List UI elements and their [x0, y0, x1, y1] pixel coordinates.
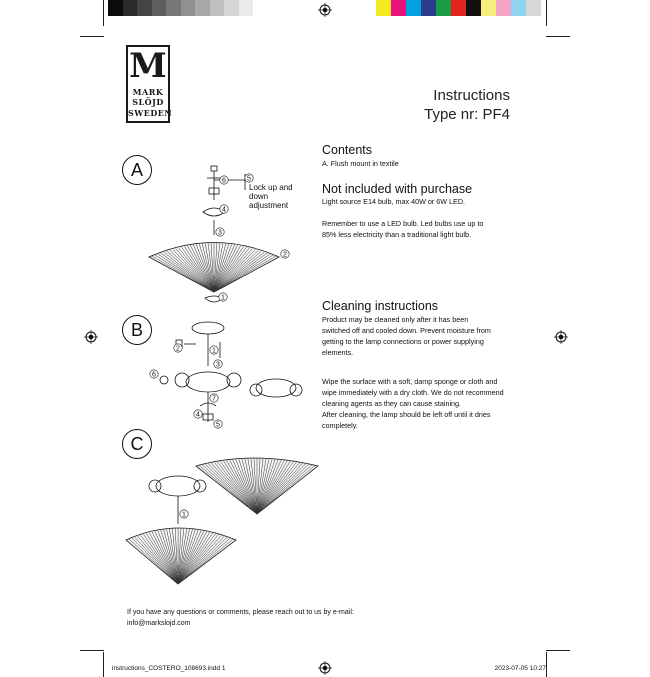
- contact-text: If you have any questions or comments, please reach out to us by e-mail:: [127, 609, 354, 616]
- diagram-label-b: B: [122, 315, 152, 345]
- svg-text:2: 2: [283, 251, 287, 259]
- svg-text:5: 5: [216, 421, 220, 429]
- color-swatch: [526, 0, 541, 16]
- logo-line-1: MARK: [132, 87, 164, 97]
- not-included-text: Light source E14 bulb, max 40W or 6W LED.: [322, 197, 466, 206]
- type-number: Type nr: PF4: [424, 106, 510, 123]
- logo-line-3: SWEDEN: [128, 108, 173, 118]
- color-swatch: [421, 0, 436, 16]
- color-swatch: [436, 0, 451, 16]
- brand-logo: [126, 45, 173, 123]
- cleaning-paragraph-1: Product may be cleaned only after it has been switched off and cooled down. Prevent moisture from getting to the lamp connections or power supplying elements.: [322, 315, 491, 357]
- contents-heading: Contents: [322, 143, 373, 157]
- diagram-label-c: C: [122, 429, 152, 459]
- assembly-diagram-b: [148, 318, 308, 430]
- crop-mark: [103, 652, 104, 677]
- registration-mark-icon: [318, 3, 332, 17]
- svg-text:6: 6: [222, 177, 226, 185]
- svg-text:5: 5: [247, 175, 251, 183]
- cleaning-heading: Cleaning instructions: [322, 299, 439, 313]
- not-included-heading: Not included with purchase: [322, 182, 473, 196]
- svg-text:7: 7: [212, 395, 216, 403]
- gray-swatch: [195, 0, 210, 16]
- crop-mark: [546, 650, 570, 651]
- gray-swatch: [123, 0, 138, 16]
- cleaning-paragraph-2: Wipe the surface with a soft, damp sponge or cloth and wipe immediately with a dry cloth. We do not recommend cleaning agents as they can cause staining. After cleaning, the lamp should be left off until it dries completely.: [322, 377, 504, 430]
- page-title: Instructions: [433, 87, 510, 104]
- crop-mark: [80, 36, 104, 37]
- svg-text:3: 3: [216, 361, 220, 369]
- color-swatch: [451, 0, 466, 16]
- print-timestamp: 2023-07-05 10:27: [494, 665, 546, 672]
- contact-email: info@markslojd.com: [127, 620, 191, 627]
- color-swatch: [496, 0, 511, 16]
- svg-text:3: 3: [218, 229, 222, 237]
- color-swatch: [406, 0, 421, 16]
- logo-letter: M: [129, 46, 167, 86]
- gray-swatch: [181, 0, 196, 16]
- gray-swatch: [210, 0, 225, 16]
- crop-mark: [80, 650, 104, 651]
- svg-text:1: 1: [182, 511, 186, 519]
- crop-mark: [546, 36, 570, 37]
- color-swatch: [511, 0, 526, 16]
- color-swatch: [466, 0, 481, 16]
- svg-text:4: 4: [222, 206, 226, 214]
- diagram-label-a: A: [122, 155, 152, 185]
- gray-swatch: [224, 0, 239, 16]
- svg-text:1: 1: [221, 294, 225, 302]
- color-swatch: [376, 0, 391, 16]
- crop-mark: [546, 652, 547, 677]
- diagram-annotation: Lock up and down adjustment: [249, 183, 293, 210]
- gray-swatch: [137, 0, 152, 16]
- gray-swatch: [108, 0, 123, 16]
- color-swatch: [391, 0, 406, 16]
- crop-mark: [103, 0, 104, 26]
- registration-mark-icon: [554, 330, 568, 344]
- assembly-diagram-c: [122, 452, 322, 588]
- svg-text:4: 4: [196, 411, 200, 419]
- svg-text:2: 2: [176, 345, 180, 353]
- led-note: Remember to use a LED bulb. Led bulbs use up to 85% less electricity than a traditional light bulb.: [322, 219, 484, 239]
- svg-text:1: 1: [212, 347, 216, 355]
- color-swatch: [481, 0, 496, 16]
- logo-line-2: SLÖJD: [132, 97, 164, 107]
- file-slug: instructions_COSTERO_108693.indd 1: [112, 665, 226, 672]
- registration-mark-icon: [318, 661, 332, 675]
- gray-swatch: [152, 0, 167, 16]
- gray-swatch: [239, 0, 254, 16]
- contents-item: A. Flush mount in textile: [322, 159, 399, 168]
- gray-swatch: [166, 0, 181, 16]
- registration-mark-icon: [84, 330, 98, 344]
- crop-mark: [546, 0, 547, 26]
- svg-text:6: 6: [152, 371, 156, 379]
